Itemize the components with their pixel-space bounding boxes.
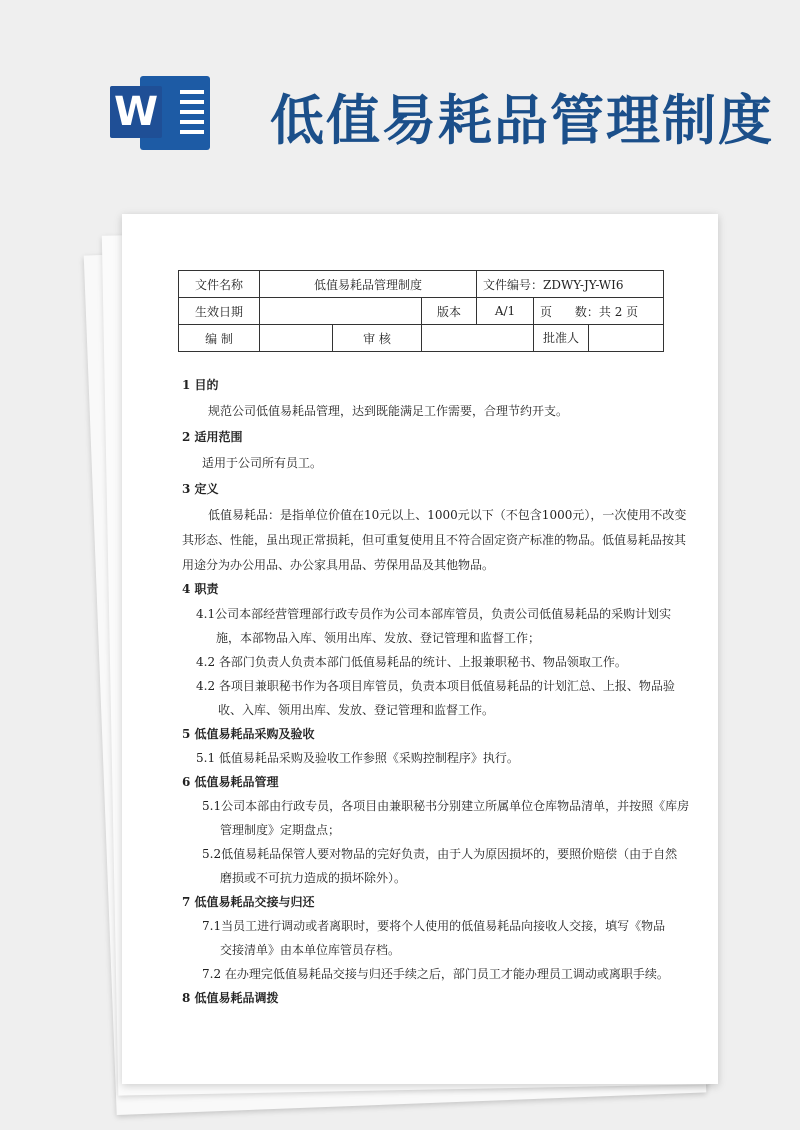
compile-label: 编 制	[179, 325, 260, 352]
page-count	[534, 298, 664, 325]
version-value: A/1	[477, 298, 534, 325]
section-6-title: 6 低值易耗品管理	[182, 775, 279, 789]
version-label: 版本	[422, 298, 477, 325]
section-3-line-2: 其形态、性能，虽出现正常损耗，但可重复使用且不符合固定资产标准的物品。低值易耗品按其	[182, 533, 687, 547]
section-3-line-3: 用途分为办公用品、办公家具用品、劳保用品及其他物品。	[182, 558, 495, 572]
section-3-title: 3 定义	[182, 482, 219, 496]
compile-value	[260, 325, 333, 352]
page-header	[0, 0, 800, 200]
section-7-1-line-2: 交接清单》由本单位库管员存档。	[220, 943, 401, 957]
section-6-1-line-2: 管理制度》定期盘点；	[220, 823, 341, 837]
review-value	[422, 325, 534, 352]
document-page	[122, 214, 718, 1084]
section-6-2-line-1: 5.2低值易耗品保管人要对物品的完好负责，由于人为原因损坏的，要照价赔偿（由于自然	[202, 847, 678, 861]
page-title: 低值易耗品管理制度	[270, 89, 774, 152]
section-7-1-line-1: 7.1当员工进行调动或者离职时，要将个人使用的低值易耗品向接收人交接，填写《物品	[202, 919, 666, 933]
file-number: 文件编号：ZDWY-JY-WI6	[477, 271, 664, 298]
section-4-1-line-2: 施，本部物品入库、领用出库、发放、登记管理和监督工作；	[216, 631, 541, 645]
file-name-value: 低值易耗品管理制度	[260, 271, 477, 298]
section-4-2-line-1: 4.2 各部门负责人负责本部门低值易耗品的统计、上报兼职秘书、物品领取工作。	[196, 655, 627, 669]
section-4-1-line-1: 4.1公司本部经营管理部行政专员作为公司本部库管员，负责公司低值易耗品的采购计划实	[196, 607, 672, 621]
section-8-title: 8 低值易耗品调拨	[182, 991, 279, 1005]
page-label: 页	[540, 304, 553, 319]
info-row-approval	[179, 325, 664, 352]
effective-date-label: 生效日期	[179, 298, 260, 325]
approver-cell	[534, 325, 664, 352]
section-4-3-line-2: 收、入库、领用出库、发放、登记管理和监督工作。	[218, 703, 495, 717]
info-row-date	[179, 298, 664, 325]
section-2-title: 2 适用范围	[182, 430, 243, 444]
section-4-3-line-1: 4.2 各项目兼职秘书作为各项目库管员，负责本项目低值易耗品的计划汇总、上报、物品验	[196, 679, 675, 693]
section-4-title: 4 职责	[182, 582, 219, 596]
review-label: 审 核	[333, 325, 422, 352]
effective-date-value	[260, 298, 422, 325]
section-6-2-line-2: 磨损或不可抗力造成的损坏除外）。	[220, 871, 407, 885]
section-1-text: 规范公司低值易耗品管理，达到既能满足工作需要，合理节约开支。	[208, 404, 569, 418]
section-7-title: 7 低值易耗品交接与归还	[182, 895, 315, 909]
section-2-text: 适用于公司所有员工。	[202, 456, 323, 470]
section-1-title: 1 目的	[182, 378, 219, 392]
page-count-value: 数：共 2 页	[574, 304, 639, 319]
section-5-title: 5 低值易耗品采购及验收	[182, 727, 315, 741]
word-letter: W	[110, 86, 162, 138]
approver-label: 批准人	[534, 325, 589, 351]
section-3-line-1: 低值易耗品：是指单位价值在10元以上、1000元以下（不包含1000元），一次使用不改变	[208, 508, 687, 522]
file-name-label: 文件名称	[179, 271, 260, 298]
document-info-table	[178, 270, 664, 352]
section-6-1-line-1: 5.1公司本部由行政专员，各项目由兼职秘书分别建立所属单位仓库物品清单，并按照《库房	[202, 799, 690, 813]
section-7-2-line-1: 7.2 在办理完低值易耗品交接与归还手续之后，部门员工才能办理员工调动或离职手续。	[202, 967, 669, 981]
word-document-icon	[110, 72, 210, 152]
section-5-1-line-1: 5.1 低值易耗品采购及验收工作参照《采购控制程序》执行。	[196, 751, 519, 765]
info-row-file	[179, 271, 664, 298]
